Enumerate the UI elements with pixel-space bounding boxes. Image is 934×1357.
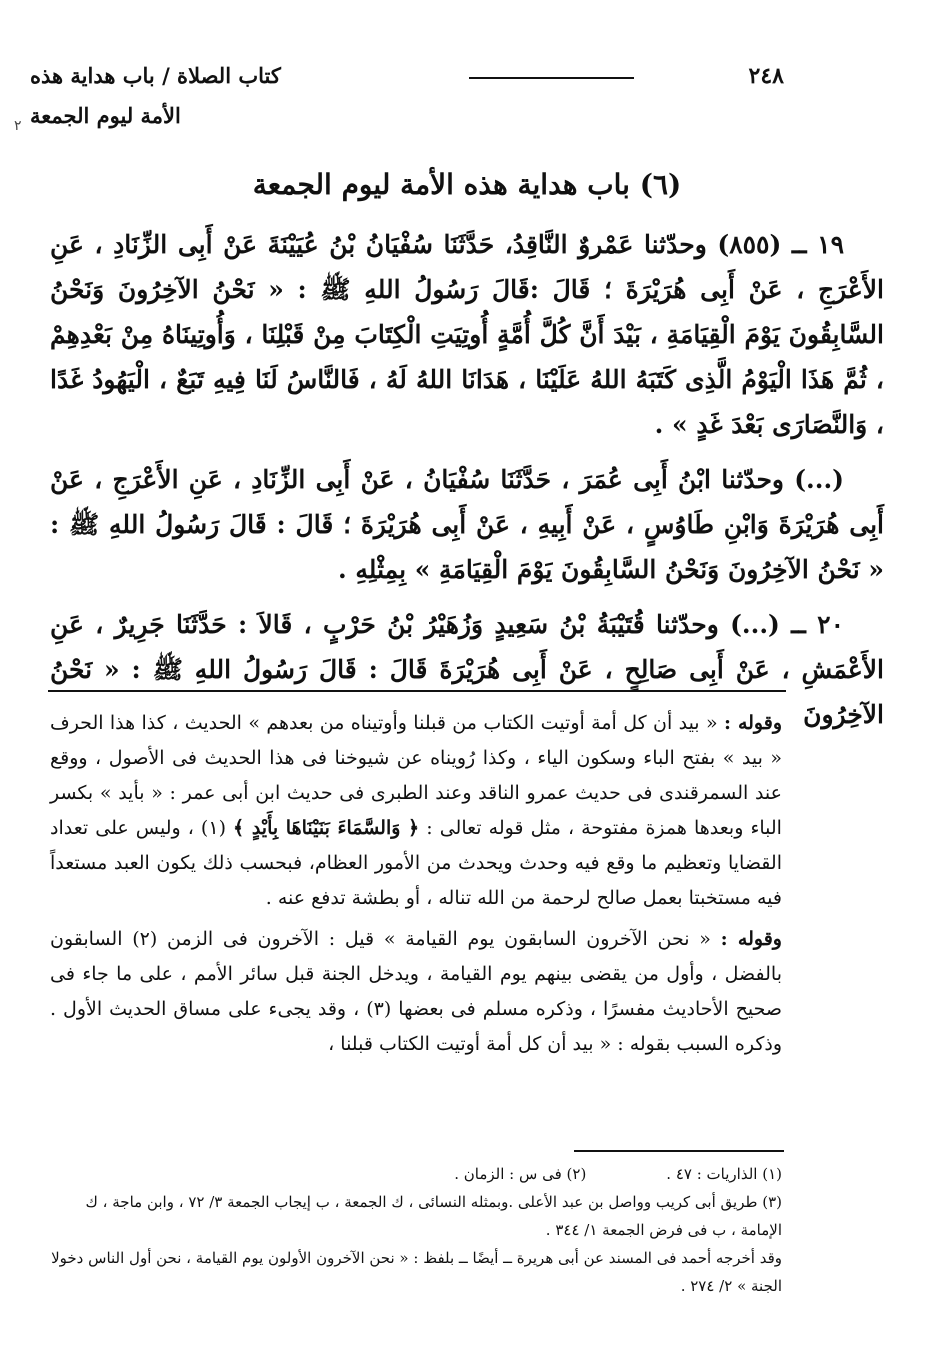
commentary-lead-1: وقوله : — [723, 712, 782, 734]
commentary-text-1b: (١) ، وليس على تعداد القضايا وتعظيم ما وقع فيه وحدث ويحدث من الأمور العظام، فبحسب ذلك يكون العبد مستعداً فيه مستخبتا بعمل صالح لرحمة من الله تناله ، أو بطشة تدفع عنه . — [50, 817, 782, 909]
commentary-text-1a: « بيد أن كل أمة أوتيت الكتاب من قبلنا وأوتيناه من بعدهم » الحديث ، كذا هذا الحرف « بيد » بفتح الباء وسكون الياء ، وكذا رُويناه عن شيوخنا فى هذا الحديث فى الأصول ، ووقع عند السمرقندى فى حديث عمرو الناقد وعند الطبرى فى حديث ابن أبى عمر : « بأيد » بكسر الباء وبعدها همزة مفتوحة ، مثل قوله تعالى : — [50, 712, 782, 839]
footnote-row — [50, 1160, 782, 1188]
hadith-19-variant: (...) وحدّثنا ابْنُ أَبِى عُمَرَ ، حَدَّثَنَا سُفْيَانُ ، عَنْ أَبِى الزِّنَادِ ، عَنِ الأَعْرَجِ ، عَنْ أَبِى هُرَيْرَةَ وَابْنِ طَاوُسٍ ، عَنْ أَبِيهِ ، عَنْ أَبِى هُرَيْرَةَ ؛ قَالَ : قَالَ رَسُولُ اللهِ ﷺ : « نَحْنُ الآخِرُونَ وَنَحْنُ السَّابِقُونَ يَوْمَ الْقِيَامَةِ » بِمِثْلِهِ . — [50, 465, 884, 584]
footnote-divider — [574, 1150, 784, 1152]
commentary — [50, 706, 782, 1068]
commentary-text-2: « نحن الآخرون السابقون يوم القيامة » قيل : الآخرون فى الزمن (٢) السابقون بالفضل ، وأول من يقضى بينهم يوم القيامة ، ويدخل الجنة قبل سائر الأمم ، على ما جاء فى صحيح الأحاديث مفسرًا ، وذكره مسلم فى بعضها (٣) ، وقد يجىء على مساق الحديث الأول . وذكره السبب بقوله : « بيد أن كل أمة أوتيت الكتاب قبلنا ، — [50, 928, 782, 1055]
commentary-paragraph-2 — [50, 922, 782, 1062]
running-head — [30, 56, 295, 128]
running-head-text: كتاب الصلاة / باب هداية هذه الأمة ليوم الجمعة — [30, 63, 281, 128]
chapter-title: (٦) باب هداية هذه الأمة ليوم الجمعة — [252, 168, 682, 201]
footnote-3-continued: وقد أخرجه أحمد فى المسند عن أبى هريرة ــ أيضًا ــ بلفظ : « نحن الآخرون الأولون يوم القيامة ، نحن أول الناس دخولا الجنة » ٢/ ٢٧٤ . — [51, 1249, 782, 1295]
footnote-2: (٢) فى س : الزمان . — [454, 1165, 587, 1183]
page-number: ٢٤٨ — [748, 63, 784, 89]
header-rule — [469, 77, 634, 79]
commentary-paragraph-1 — [50, 706, 782, 916]
commentary-lead-2: وقوله : — [720, 928, 782, 950]
hadith-20: ٢٠ ــ (...) وحدّثنا قُتَيْبَةُ بْنُ سَعِيدٍ وَزُهَيْرُ بْنُ حَرْبٍ ، قَالاَ : حَدَّثَنَا جَرِيرٌ ، عَنِ الأَعْمَشِ ، عَنْ أَبِى صَالِحٍ ، عَنْ أَبِى هُرَيْرَةَ قَالَ : قَالَ رَسُولُ اللهِ ﷺ : « نَحْنُ الآخِرُونَ — [50, 610, 884, 729]
commentary-divider — [48, 690, 786, 692]
footnotes — [50, 1160, 782, 1300]
footnote-3: (٣) طريق أبى كريب وواصل بن عبد الأعلى .وبمثله النسائى ، ك الجمعة ، ب إيجاب الجمعة ٣/ ٧٢ ، وابن ماجة ، ك الإمامة ، ب فى فرض الجمعة ١/ ٣٤٤ . — [85, 1193, 782, 1239]
hadith-19: ١٩ ــ (٨٥٥) وحدّثنا عَمْروٌ النَّاقِدُ، حَدَّثَنَا سُفْيَانُ بْنُ عُيَيْنَةَ عَنْ أَبِى الزِّنَادِ ، عَنِ الأَعْرَجِ ، عَنْ أَبِى هُرَيْرَةَ ؛ قَالَ :قَالَ رَسُولُ اللهِ ﷺ : « نَحْنُ الآخِرُونَ وَنَحْنُ السَّابِقُونَ يَوْمَ الْقِيَامَةِ ، بَيْدَ أَنَّ كُلَّ أُمَّةٍ أُوتِيَتِ الْكِتَابَ مِنْ قَبْلِنَا ، وَأُوتِينَاهُ مِنْ بَعْدِهِمْ ، ثُمَّ هَذَا الْيَوْمُ الَّذِى كَتَبَهُ اللهُ عَلَيْنَا ، هَدَانَا اللهُ لَهُ ، فَالنَّاسُ لَنَا فِيهِ تَبَعٌ ، الْيَهُودُ غَدًا ، وَالنَّصَارَى بَعْدَ غَدٍ » . — [50, 230, 884, 439]
footnote-1: (١) الذاريات : ٤٧ . — [666, 1165, 782, 1183]
margin-mark: ٢ — [14, 118, 22, 134]
quran-verse: ﴿ وَالسَّمَاءَ بَنَيْنَاهَا بِأَيْدٍ ﴾ — [233, 817, 420, 839]
hadith-text — [50, 222, 884, 747]
